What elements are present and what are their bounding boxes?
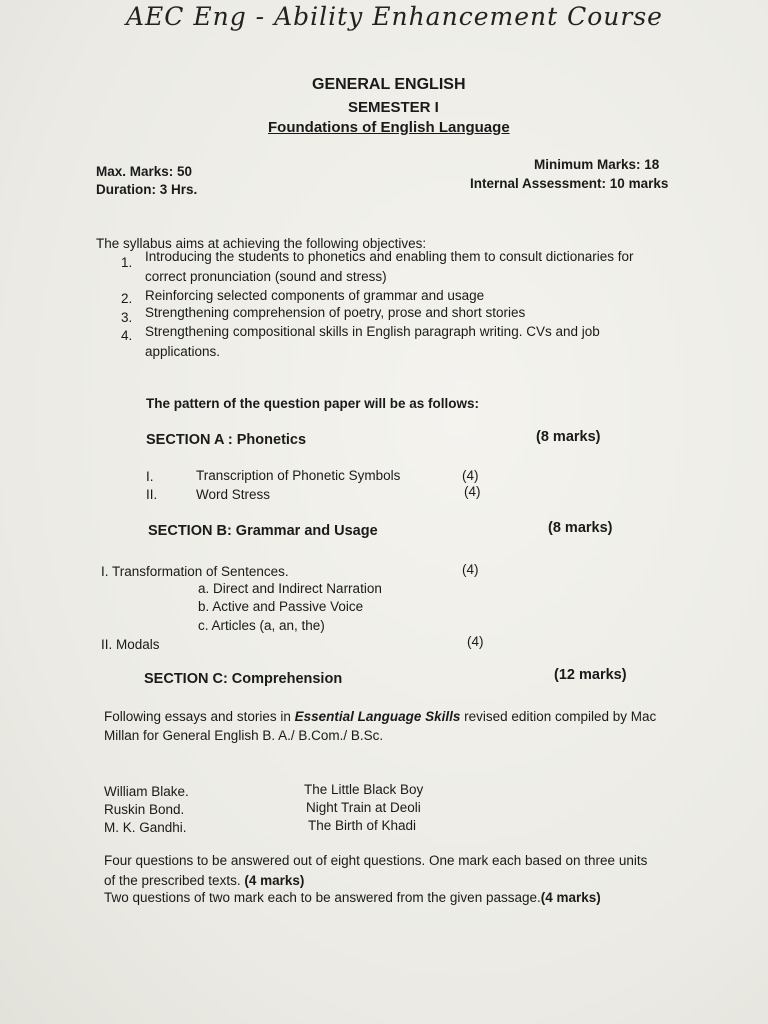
section-b-title: SECTION B: Grammar and Usage (148, 523, 378, 539)
objective-number: 1. (121, 255, 133, 270)
section-b-item: II. Modals (101, 637, 160, 652)
objective-text-cont: applications. (145, 344, 221, 359)
course-title: Foundations of English Language (268, 119, 510, 136)
section-a-item-num: I. (146, 469, 154, 484)
duration: Duration: 3 Hrs. (96, 182, 198, 197)
pattern-heading: The pattern of the question paper will be as follows: (146, 396, 480, 411)
section-a-item-marks: (4) (462, 468, 479, 483)
section-a-marks: (8 marks) (536, 429, 601, 445)
question-instruction-cont (104, 873, 304, 888)
text-author: M. K. Gandhi. (104, 820, 187, 835)
paragraph-text: Following essays and stories in (104, 709, 295, 724)
instruction-marks: (4 marks) (244, 873, 305, 888)
book-title: Essential Language Skills (294, 709, 461, 724)
instruction-text: of the prescribed texts. (104, 873, 241, 888)
section-c-paragraph (104, 709, 656, 724)
section-a-item-label: Transcription of Phonetic Symbols (196, 468, 401, 483)
instruction-marks: (4 marks) (540, 890, 601, 905)
text-title: Night Train at Deoli (306, 800, 421, 815)
internal-assessment: Internal Assessment: 10 marks (470, 176, 669, 191)
section-b-subitem: a. Direct and Indirect Narration (198, 581, 382, 596)
section-c-paragraph-cont: Millan for General English B. A./ B.Com./ B.Sc. (104, 728, 384, 743)
section-b-subitem: b. Active and Passive Voice (198, 599, 364, 614)
section-a-item-marks: (4) (464, 484, 481, 499)
section-b-subitem: c. Articles (a, an, the) (198, 618, 325, 633)
objective-number: 2. (121, 291, 133, 306)
section-a-item-num: II. (146, 487, 158, 502)
section-a-item-label: Word Stress (196, 487, 271, 502)
section-b-item: I. Transformation of Sentences. (101, 564, 289, 579)
text-author: William Blake. (104, 784, 189, 799)
objective-text: Reinforcing selected components of grammar and usage (145, 288, 485, 303)
objective-text: Introducing the students to phonetics and enabling them to consult dictionaries for (145, 249, 634, 264)
page-title: GENERAL ENGLISH (312, 76, 466, 93)
text-title: The Birth of Khadi (308, 818, 417, 833)
section-b-item-marks: (4) (462, 562, 479, 577)
text-title: The Little Black Boy (304, 782, 424, 797)
section-b-item-marks: (4) (467, 634, 484, 649)
section-a-title: SECTION A : Phonetics (146, 432, 307, 448)
handwritten-note: AEC Eng - Ability Enhancement Course (126, 2, 663, 31)
max-marks: Max. Marks: 50 (96, 164, 193, 179)
minimum-marks: Minimum Marks: 18 (534, 157, 660, 172)
paragraph-text: revised edition compiled by Mac (460, 709, 657, 724)
semester-label: SEMESTER I (348, 99, 439, 116)
text-author: Ruskin Bond. (104, 802, 185, 817)
objective-text-cont: correct pronunciation (sound and stress) (145, 269, 387, 284)
section-b-marks: (8 marks) (548, 520, 613, 536)
objective-text: Strengthening comprehension of poetry, prose and short stories (145, 305, 526, 320)
section-c-title: SECTION C: Comprehension (144, 671, 343, 687)
question-instruction (104, 890, 601, 905)
question-instruction: Four questions to be answered out of eight questions. One mark each based on three units (104, 853, 648, 868)
section-c-marks: (12 marks) (554, 667, 627, 683)
instruction-text: Two questions of two mark each to be answered from the given passage. (104, 890, 541, 905)
objective-text: Strengthening compositional skills in English paragraph writing. CVs and job (145, 324, 600, 339)
objective-number: 4. (121, 328, 133, 343)
objectives-intro: The syllabus aims at achieving the following objectives: (96, 236, 427, 251)
objective-number: 3. (121, 310, 133, 325)
